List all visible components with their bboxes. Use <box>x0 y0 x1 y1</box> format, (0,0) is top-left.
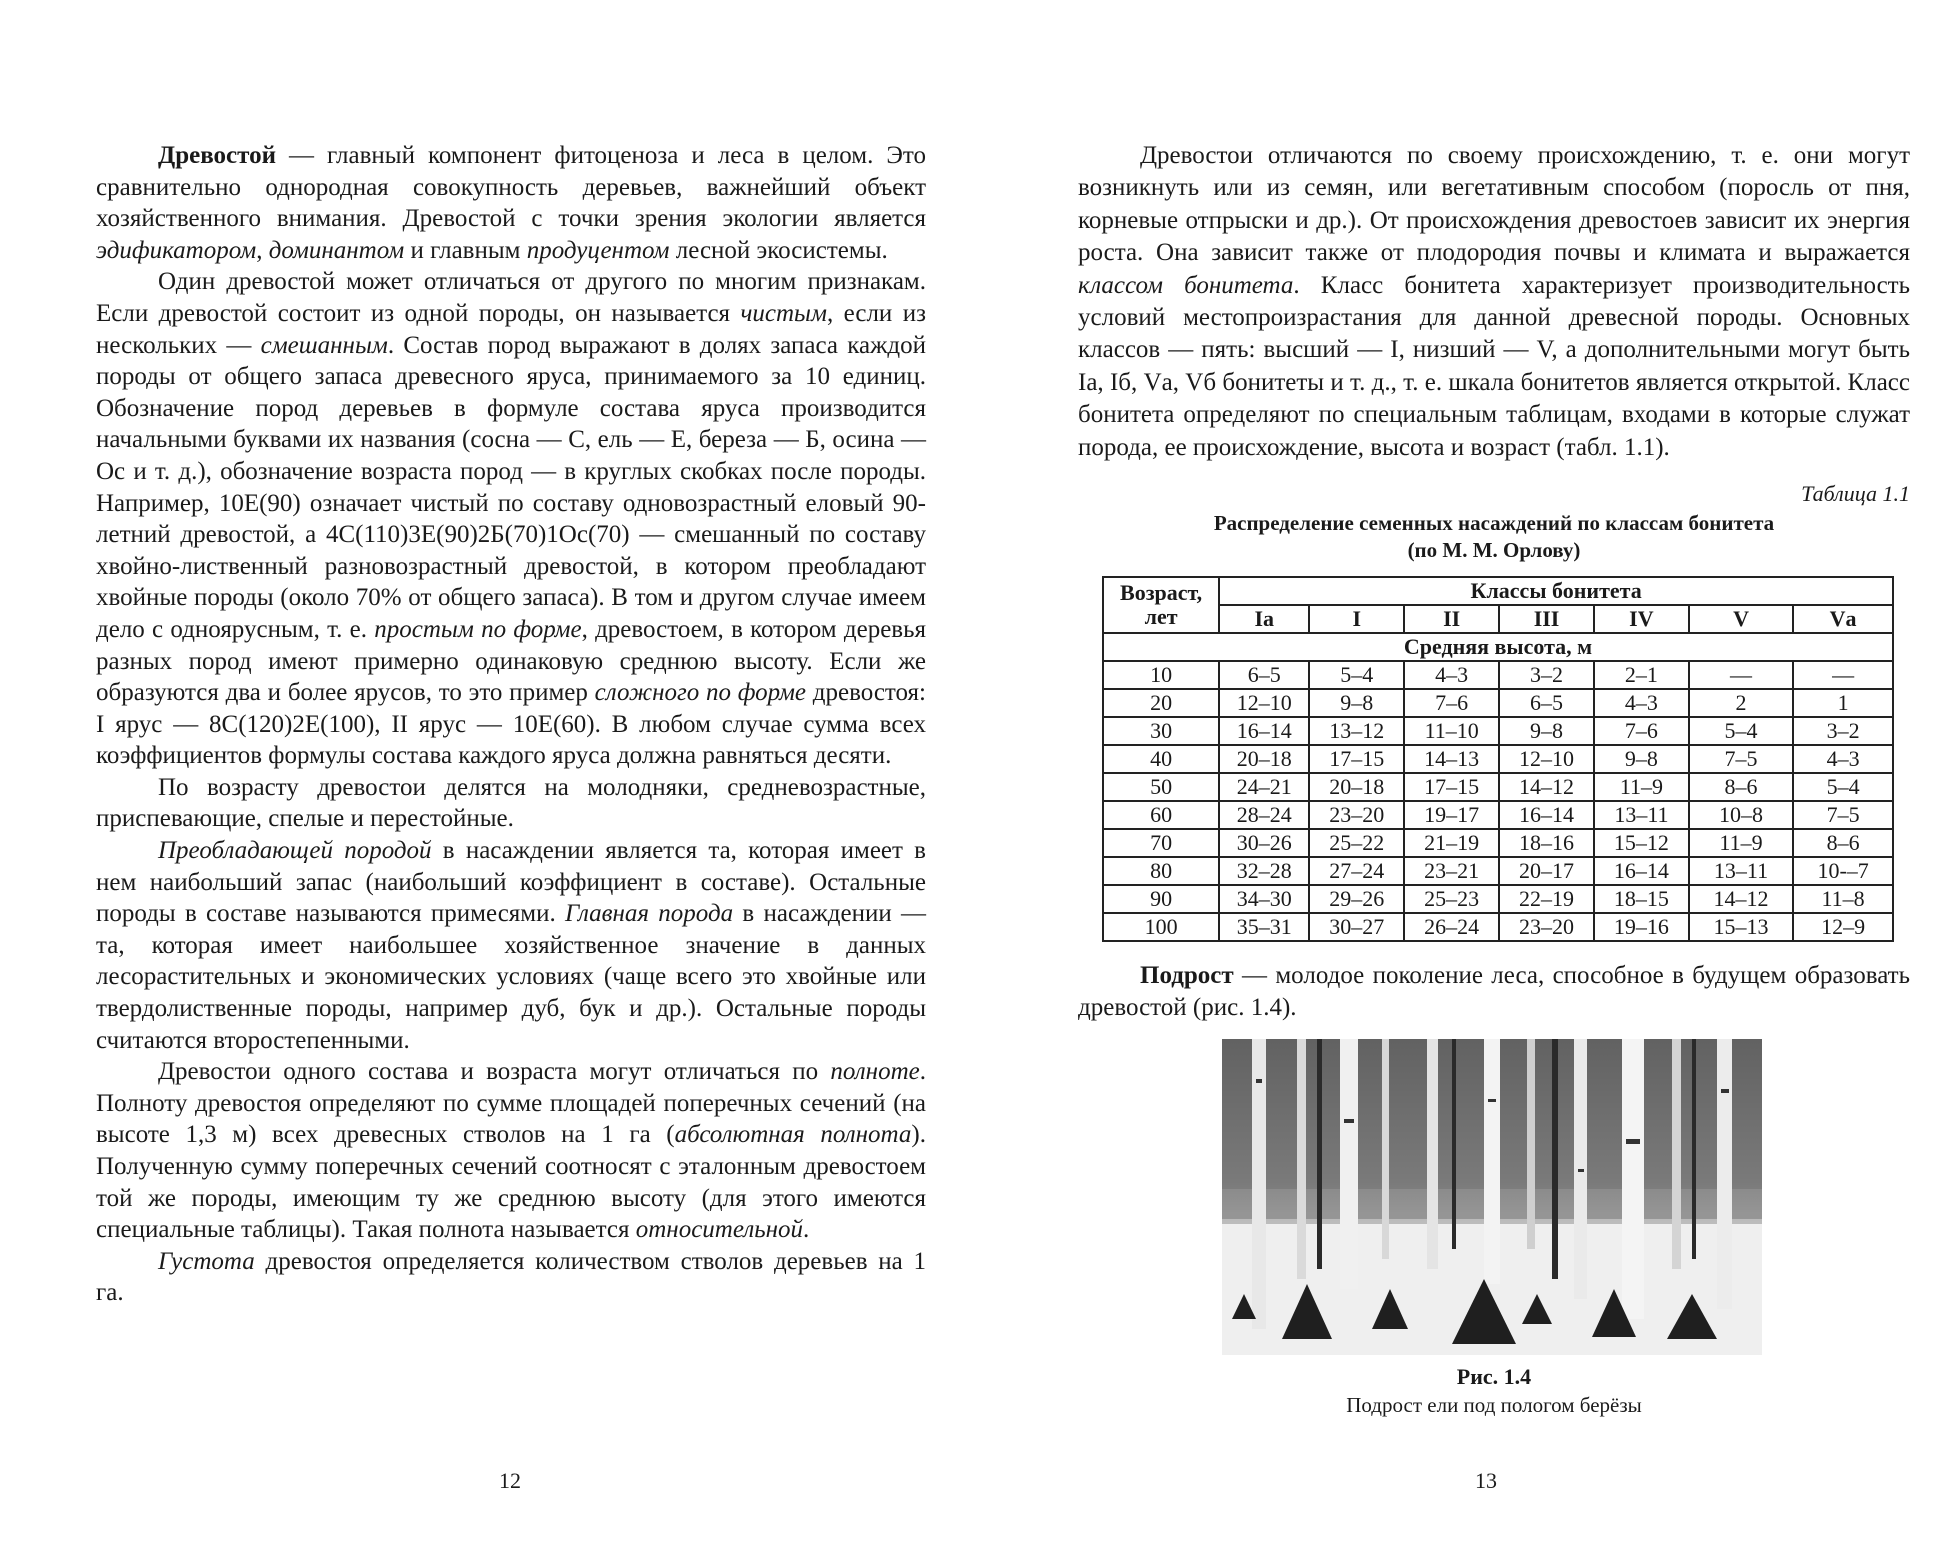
height-cell: 2 <box>1689 689 1793 717</box>
height-cell: 3–2 <box>1793 717 1893 745</box>
text-run: Древостои отличаются по своему происхождению, т. е. они могут возникнуть или из семян, или вегетативным способом (поросль от пня, корневые отпрыски и др.). От происхождения древостоев зависит их энергия роста. Она зависит также от плодородия почвы и климата и выражается <box>1078 142 1910 267</box>
paragraph-right-1 <box>1078 140 1910 464</box>
height-cell: 2–1 <box>1594 661 1689 689</box>
table-row <box>1103 773 1893 801</box>
paragraph-left-2 <box>96 266 926 772</box>
height-cell: 9–8 <box>1309 689 1404 717</box>
class-header-cell: Vа <box>1793 605 1893 633</box>
site-class-table <box>1102 576 1894 942</box>
text-run: Один древостой может отличаться от другого по многим признакам. Если древостой состоит из одной породы, он называется <box>96 268 926 327</box>
text-run: . Класс бонитета характеризует производительность условий местопроизрастания для данной древесной породы. Основных классов — пять: высший — I, низший — V, а дополнительными могут быть Iа, Iб, Vа, Vб бонитеты и т. д., т. е. шкала бонитетов является открытой. Класс бонитета определяют по специальным таблицам, входами в которые служат порода, ее происхождение, высота и возраст (табл. 1.1). <box>1078 271 1910 461</box>
height-cell: 20–18 <box>1309 773 1404 801</box>
age-cell: 50 <box>1103 773 1219 801</box>
text-run: , древостоем, в котором деревья разных пород имеют примерно одинаковую среднюю высоту. Если же образуются два и более ярусов, то это пример <box>96 615 927 707</box>
height-cell: 32–28 <box>1219 857 1309 885</box>
height-cell: 7–5 <box>1689 745 1793 773</box>
height-cell: 8–6 <box>1689 773 1793 801</box>
figure-caption-text: Подрост ели под пологом берёзы <box>1346 1392 1642 1417</box>
height-cell: 5–4 <box>1309 661 1404 689</box>
height-cell: 14–13 <box>1404 745 1499 773</box>
height-cell: 23–20 <box>1499 913 1594 941</box>
height-cell: 18–15 <box>1594 885 1689 913</box>
height-cell: 6–5 <box>1219 661 1309 689</box>
height-cell: 7–5 <box>1793 801 1893 829</box>
table-label: Таблица 1.1 <box>1801 481 1910 507</box>
table-header-row <box>1103 577 1893 605</box>
age-cell: 100 <box>1103 913 1219 941</box>
height-cell: — <box>1689 661 1793 689</box>
height-cell: 34–30 <box>1219 885 1309 913</box>
italic-term: чистым <box>740 299 827 327</box>
height-cell: 5–4 <box>1689 717 1793 745</box>
height-cell: 8–6 <box>1793 829 1893 857</box>
text-run: . Полноту древостоя определяют по сумме площадей поперечных сечений (на высоте 1,3 м) всех древесных стволов на 1 га ( <box>96 1058 926 1149</box>
height-cell: 26–24 <box>1404 913 1499 941</box>
italic-term: классом бонитета <box>1078 271 1294 299</box>
figure-number: Рис. 1.4 <box>1456 1363 1532 1389</box>
age-header-line-2: лет <box>1144 604 1178 630</box>
text-run: . Состав пород выражают в долях запаса каждой породы от общего запаса древесного яруса, принимаемого за 10 единиц. Обозначение пород деревьев в формуле состава яруса производится начальными буквами их названия (сосна — С, ель — Е, береза — Б, осина — Ос и т. д.), обозначение возраста пород — в круглых скобках после породы. Например, 10Е(90) означает чистый по составу одновозрастный еловый 90-летний древостой, а 4С(110)3Е(90)2Б(70)1Ос(70) — смешанный по составу хвойно-лиственный разновозрастный древостой, в котором преобладают хвойные породы (около 70% от общего запаса). В том и другом случае имеем дело с одноярусным, т. е. <box>96 331 926 643</box>
height-cell: 25–22 <box>1309 829 1404 857</box>
italic-term: продуцентом <box>526 236 670 264</box>
italic-term: полноте <box>830 1058 920 1086</box>
table-row <box>1103 689 1893 717</box>
text-run: Древостои одного состава и возраста могут отличаться по <box>158 1058 831 1086</box>
left-page-text <box>96 140 926 1309</box>
italic-term: смешанным <box>260 331 388 359</box>
table-title-line-2: (по М. М. Орлову) <box>1407 538 1581 563</box>
table-title <box>1078 510 1910 564</box>
table-row <box>1103 857 1893 885</box>
left-page <box>96 140 926 1309</box>
height-cell: 27–24 <box>1309 857 1404 885</box>
text-run: По возрасту древостои делятся на молодняки, средневозрастные, приспевающие, спелые и перестойные. <box>96 773 926 833</box>
height-cell: 12–9 <box>1793 913 1893 941</box>
italic-term: Преобладающей породой <box>158 837 432 865</box>
class-header-cell: Iа <box>1219 605 1309 633</box>
height-cell: 14–12 <box>1689 885 1793 913</box>
age-cell: 40 <box>1103 745 1219 773</box>
height-cell: 28–24 <box>1219 801 1309 829</box>
text-run: в насаждении является та, которая имеет в нем наибольший запас (наибольший коэффициент в составе). Остальные породы в составе называются примесями. <box>96 837 926 928</box>
height-cell: 3–2 <box>1499 661 1594 689</box>
height-cell: 15–12 <box>1594 829 1689 857</box>
class-header-cell: II <box>1404 605 1499 633</box>
height-cell: 4–3 <box>1404 661 1499 689</box>
classes-header: Классы бонитета <box>1219 577 1893 605</box>
height-cell: 9–8 <box>1594 745 1689 773</box>
text-run: , <box>256 236 269 264</box>
text-run: — главный компонент фитоценоза и леса в целом. Это сравнительно однородная совокупность деревьев, важнейший объект хозяйственного внимания. Древостой с точки зрения экологии является <box>96 142 926 233</box>
height-cell: 13–12 <box>1309 717 1404 745</box>
text-run: , если из нескольких — <box>96 299 926 359</box>
height-cell: 30–27 <box>1309 913 1404 941</box>
height-cell: 11–9 <box>1594 773 1689 801</box>
table-row <box>1103 717 1893 745</box>
class-header-cell: I <box>1309 605 1404 633</box>
table-title-line-1: Распределение семенных насаждений по классам бонитета <box>1213 511 1775 536</box>
height-cell: 23–20 <box>1309 801 1404 829</box>
figure-caption <box>1078 1363 1910 1419</box>
age-cell: 10 <box>1103 661 1219 689</box>
text-run: ). Полученную сумму поперечных сечений соотносят с эталонным древостоем той же породы, имеющим ту же среднюю высоту (для этого имеются специальные таблицы). Такая полнота называется <box>96 1121 926 1244</box>
paragraph-left-3 <box>96 772 926 835</box>
table-row <box>1103 661 1893 689</box>
height-cell: 16–14 <box>1499 801 1594 829</box>
height-cell: 30–26 <box>1219 829 1309 857</box>
italic-term: простым по форме <box>374 615 582 643</box>
height-cell: 13–11 <box>1689 857 1793 885</box>
right-page <box>1078 140 1910 1419</box>
italic-term: сложного по форме <box>594 679 806 707</box>
table-row <box>1103 913 1893 941</box>
height-cell: 23–21 <box>1404 857 1499 885</box>
height-cell: 1 <box>1793 689 1893 717</box>
table-row <box>1103 801 1893 829</box>
table-row <box>1103 829 1893 857</box>
italic-term: доминантом <box>268 236 405 264</box>
bold-term: Древостой <box>158 142 276 169</box>
text-run: древостоя: I ярус — 8С(120)2Е(100), II ярус — 10Е(60). В любом случае сумма всех коэффициентов формулы состава каждого яруса должна равняться десяти. <box>96 679 927 770</box>
text-run: в насаждении — та, которая имеет наибольшее хозяйственное значение в данных лесорастительных и экономических условиях (чаще всего это хвойные или твердолиственные породы, например дуб, бук и др.). Остальные породы считаются второстепенными. <box>96 900 926 1054</box>
left-page-number: 12 <box>499 1468 521 1493</box>
age-cell: 70 <box>1103 829 1219 857</box>
height-cell: 13–11 <box>1594 801 1689 829</box>
age-column-header <box>1103 577 1219 633</box>
height-cell: 5–4 <box>1793 773 1893 801</box>
forest-photo-illustration <box>1222 1039 1762 1355</box>
subheader-row <box>1103 633 1893 661</box>
text-run: — молодое поколение леса, способное в будущем образовать древостой (рис. 1.4). <box>1078 962 1910 1022</box>
paragraph-left-4 <box>96 835 926 1056</box>
height-cell: 6–5 <box>1499 689 1594 717</box>
height-cell: 9–8 <box>1499 717 1594 745</box>
average-height-subheader: Средняя высота, м <box>1103 633 1893 661</box>
height-cell: 14–12 <box>1499 773 1594 801</box>
age-cell: 30 <box>1103 717 1219 745</box>
height-cell: 19–17 <box>1404 801 1499 829</box>
text-run: древостоя определяется количеством стволов деревьев на 1 га. <box>96 1247 926 1307</box>
height-cell: 11–10 <box>1404 717 1499 745</box>
height-cell: 4–3 <box>1594 689 1689 717</box>
italic-term: Главная порода <box>565 900 734 928</box>
height-cell: 12–10 <box>1499 745 1594 773</box>
class-names-row <box>1103 605 1893 633</box>
height-cell: 21–19 <box>1404 829 1499 857</box>
height-cell: 24–21 <box>1219 773 1309 801</box>
height-cell: 11–8 <box>1793 885 1893 913</box>
right-page-number: 13 <box>1475 1468 1497 1493</box>
figure-photo <box>1222 1039 1762 1355</box>
table-row <box>1103 745 1893 773</box>
height-cell: 4–3 <box>1793 745 1893 773</box>
paragraph-undergrowth <box>1078 960 1910 1025</box>
undergrowth-paragraph <box>1078 960 1910 1025</box>
italic-term: относительной <box>635 1216 803 1244</box>
height-cell: 15–13 <box>1689 913 1793 941</box>
bold-term: Подрост <box>1140 962 1234 990</box>
right-page-text <box>1078 140 1910 464</box>
height-cell: 11–9 <box>1689 829 1793 857</box>
class-header-cell: III <box>1499 605 1594 633</box>
class-header-cell: IV <box>1594 605 1689 633</box>
age-cell: 90 <box>1103 885 1219 913</box>
height-cell: 17–15 <box>1309 745 1404 773</box>
italic-term: Густота <box>158 1247 255 1275</box>
height-cell: 22–19 <box>1499 885 1594 913</box>
class-header-cell: V <box>1689 605 1793 633</box>
paragraph-left-1 <box>96 140 926 266</box>
height-cell: 16–14 <box>1219 717 1309 745</box>
italic-term: абсолютная полнота <box>674 1121 912 1149</box>
paragraph-left-5 <box>96 1056 926 1246</box>
italic-term: эдификатором <box>96 236 257 264</box>
age-header-line-1: Возраст, <box>1120 580 1203 606</box>
height-cell: 25–23 <box>1404 885 1499 913</box>
text-run: лесной экосистемы. <box>669 236 888 264</box>
height-cell: 20–18 <box>1219 745 1309 773</box>
text-run: . <box>803 1216 810 1244</box>
height-cell: 35–31 <box>1219 913 1309 941</box>
paragraph-left-6 <box>96 1246 926 1309</box>
table-row <box>1103 885 1893 913</box>
height-cell: 29–26 <box>1309 885 1404 913</box>
age-cell: 20 <box>1103 689 1219 717</box>
height-cell: 12–10 <box>1219 689 1309 717</box>
height-cell: 16–14 <box>1594 857 1689 885</box>
age-cell: 80 <box>1103 857 1219 885</box>
height-cell: 20–17 <box>1499 857 1594 885</box>
height-cell: 10–8 <box>1689 801 1793 829</box>
height-cell: 18–16 <box>1499 829 1594 857</box>
height-cell: 7–6 <box>1404 689 1499 717</box>
height-cell: 19–16 <box>1594 913 1689 941</box>
text-run: и главным <box>404 236 527 264</box>
height-cell: 10-–7 <box>1793 857 1893 885</box>
height-cell: 7–6 <box>1594 717 1689 745</box>
height-cell: 17–15 <box>1404 773 1499 801</box>
height-cell: — <box>1793 661 1893 689</box>
age-cell: 60 <box>1103 801 1219 829</box>
